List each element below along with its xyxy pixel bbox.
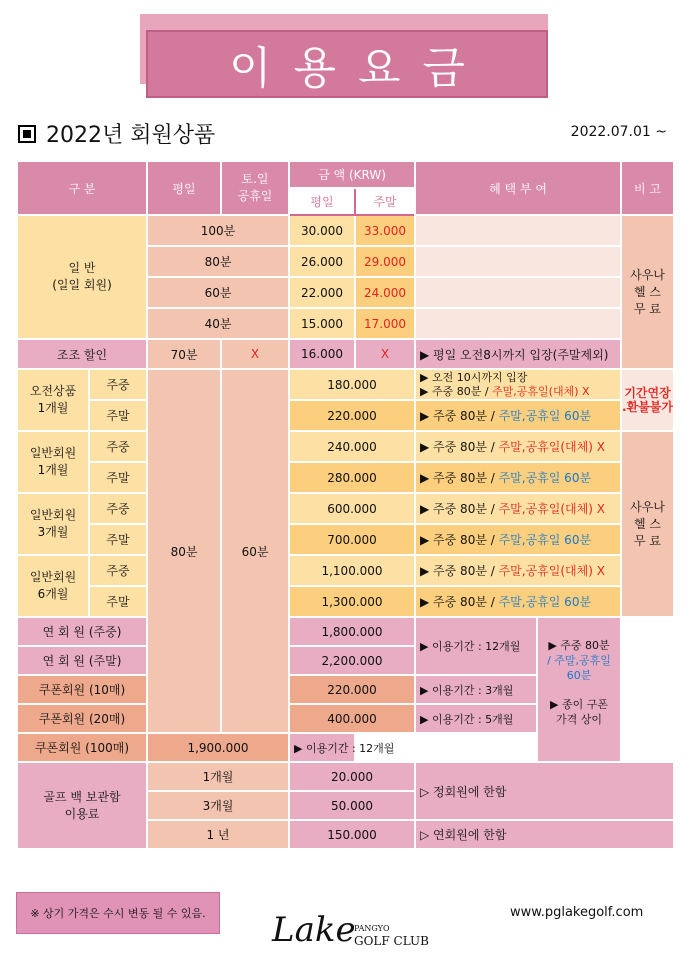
side-line: 60분 bbox=[566, 669, 592, 682]
membership-price: 220.000 bbox=[289, 400, 415, 431]
weekend-tag: 주말 bbox=[89, 524, 147, 555]
benefit-prefix: ▶ 주중 80분 / bbox=[420, 502, 499, 516]
general-benefit bbox=[415, 246, 621, 277]
membership-benefit bbox=[415, 524, 621, 555]
general-time: 60분 bbox=[147, 277, 289, 308]
benefit-line: ▶ 오전 10시까지 입장 bbox=[420, 370, 528, 384]
coupon-period: ▶ 이용기간 : 12개월 bbox=[289, 733, 355, 762]
header-amount-weekday: 평일 bbox=[289, 188, 355, 215]
general-weekday-price: 26.000 bbox=[289, 246, 355, 277]
benefit-prefix: ▶ 주중 80분 / bbox=[420, 471, 499, 485]
membership-label: 오전상품 1개월 bbox=[17, 369, 89, 431]
general-weekday-price: 30.000 bbox=[289, 215, 355, 246]
general-weekday-price: 22.000 bbox=[289, 277, 355, 308]
weekday-tag: 주중 bbox=[89, 555, 147, 586]
logo-golf-club: GOLF CLUB bbox=[354, 934, 429, 948]
annual-label: 연 회 원 (주중) bbox=[17, 617, 147, 646]
benefit-prefix: ▶ 주중 80분 / bbox=[420, 440, 499, 454]
membership-price: 600.000 bbox=[289, 493, 415, 524]
benefit-prefix: ▶ 주중 80분 / bbox=[420, 384, 493, 398]
benefit-prefix: ▶ 주중 80분 / bbox=[420, 595, 499, 609]
benefit-weekend-included: 주말,공휴일 60분 bbox=[498, 595, 592, 609]
general-weekday-price: 15.000 bbox=[289, 308, 355, 339]
benefit-weekend-included: 주말,공휴일 60분 bbox=[498, 409, 592, 423]
membership-note: 사우나 헬 스 무 료 bbox=[621, 431, 674, 617]
side-line: 가격 상이 bbox=[556, 713, 603, 726]
storage-period: 1 년 bbox=[147, 820, 289, 849]
coupon-period: ▶ 이용기간 : 3개월 bbox=[415, 675, 537, 704]
membership-label: 일반회원 1개월 bbox=[17, 431, 89, 493]
membership-weekday-time: 80분 bbox=[147, 369, 221, 733]
general-time: 80분 bbox=[147, 246, 289, 277]
fee-table bbox=[16, 160, 675, 850]
page-title: 이용요금 bbox=[228, 43, 487, 94]
membership-benefit bbox=[415, 555, 621, 586]
membership-price: 180.000 bbox=[289, 369, 415, 400]
early-benefit: ▶ 평일 오전8시까지 입장(주말제외) bbox=[415, 339, 621, 369]
benefit-prefix: ▶ 주중 80분 / bbox=[420, 564, 499, 578]
club-logo bbox=[272, 910, 432, 956]
side-line: / 주말,공휴일 bbox=[547, 654, 611, 667]
price-change-notice: ※ 상기 가격은 수시 변동 될 수 있음. bbox=[16, 892, 220, 934]
weekday-tag: 주중 bbox=[89, 431, 147, 462]
section-title bbox=[18, 118, 215, 149]
side-line: ▶ 주중 80분 bbox=[548, 639, 610, 652]
early-weekend-mark: X bbox=[221, 339, 289, 369]
coupon-label: 쿠폰회원 (100매) bbox=[17, 733, 147, 762]
membership-label: 일반회원 3개월 bbox=[17, 493, 89, 555]
general-weekend-price: 33.000 bbox=[355, 215, 415, 246]
weekday-tag: 주중 bbox=[89, 369, 147, 400]
weekend-tag: 주말 bbox=[89, 400, 147, 431]
header-amount-weekend: 주말 bbox=[355, 188, 415, 215]
banner-box bbox=[146, 30, 548, 98]
membership-benefit bbox=[415, 493, 621, 524]
membership-price: 700.000 bbox=[289, 524, 415, 555]
early-label: 조조 할인 bbox=[17, 339, 147, 369]
membership-benefit bbox=[415, 431, 621, 462]
annual-label: 연 회 원 (주말) bbox=[17, 646, 147, 675]
early-time: 70분 bbox=[147, 339, 221, 369]
benefit-weekend-included: 주말,공휴일 60분 bbox=[498, 471, 592, 485]
weekend-tag: 주말 bbox=[89, 586, 147, 617]
title-banner bbox=[140, 14, 548, 98]
benefit-weekend-excluded: 주말,공휴일(대체) X bbox=[492, 384, 590, 398]
general-weekend-price: 24.000 bbox=[355, 277, 415, 308]
storage-benefit-regular: ▷ 정회원에 한함 bbox=[415, 762, 674, 820]
coupon-price: 400.000 bbox=[289, 704, 415, 733]
effective-date: 2022.07.01 ~ bbox=[570, 124, 667, 140]
coupon-price: 220.000 bbox=[289, 675, 415, 704]
benefit-weekend-excluded: 주말,공휴일(대체) X bbox=[498, 502, 605, 516]
membership-benefit bbox=[415, 369, 621, 400]
storage-price: 50.000 bbox=[289, 791, 415, 820]
storage-price: 150.000 bbox=[289, 820, 415, 849]
side-line: ▶ 종이 구폰 bbox=[550, 698, 608, 711]
square-bullet-icon bbox=[18, 125, 36, 143]
general-benefit bbox=[415, 308, 621, 339]
storage-benefit-annual: ▷ 연회원에 한함 bbox=[415, 820, 674, 849]
general-label: 일 반 (일일 회원) bbox=[17, 215, 147, 339]
logo-wordmark: Lake bbox=[272, 910, 356, 950]
early-price: 16.000 bbox=[289, 339, 355, 369]
benefit-weekend-excluded: 주말,공휴일(대체) X bbox=[498, 564, 605, 578]
website-link[interactable]: www.pglakegolf.com bbox=[510, 905, 644, 920]
storage-period: 1개월 bbox=[147, 762, 289, 791]
general-note: 사우나 헬 스 무 료 bbox=[621, 215, 674, 369]
storage-label: 골프 백 보관함 이용료 bbox=[17, 762, 147, 849]
header-note: 비 고 bbox=[621, 161, 674, 215]
benefit-weekend-included: 주말,공휴일 60분 bbox=[498, 533, 592, 547]
header-weekday: 평일 bbox=[147, 161, 221, 215]
weekend-tag: 주말 bbox=[89, 462, 147, 493]
membership-benefit bbox=[415, 400, 621, 431]
general-time: 40분 bbox=[147, 308, 289, 339]
membership-price: 240.000 bbox=[289, 431, 415, 462]
benefit-prefix: ▶ 주중 80분 / bbox=[420, 409, 499, 423]
logo-pangyo: PANGYO bbox=[354, 924, 390, 933]
header-amount: 금 액 (KRW) bbox=[289, 161, 415, 188]
general-benefit bbox=[415, 215, 621, 246]
benefit-weekend-excluded: 주말,공휴일(대체) X bbox=[498, 440, 605, 454]
coupon-label: 쿠폰회원 (10매) bbox=[17, 675, 147, 704]
membership-benefit bbox=[415, 586, 621, 617]
header-weekend: 토.일 공휴일 bbox=[221, 161, 289, 215]
general-weekend-price: 29.000 bbox=[355, 246, 415, 277]
membership-price: 1,300.000 bbox=[289, 586, 415, 617]
general-benefit bbox=[415, 277, 621, 308]
membership-benefit bbox=[415, 462, 621, 493]
membership-label: 일반회원 6개월 bbox=[17, 555, 89, 617]
general-weekend-price: 17.000 bbox=[355, 308, 415, 339]
header-type: 구 분 bbox=[17, 161, 147, 215]
section-title-text: 2022년 회원상품 bbox=[46, 123, 216, 148]
benefit-line bbox=[420, 385, 620, 399]
membership-weekend-time: 60분 bbox=[221, 369, 289, 733]
header-benefit: 혜 택 부 여 bbox=[415, 161, 621, 215]
general-time: 100분 bbox=[147, 215, 289, 246]
storage-period: 3개월 bbox=[147, 791, 289, 820]
annual-price: 2,200.000 bbox=[289, 646, 415, 675]
morning-note: 기간연장 .환불불가 bbox=[621, 369, 674, 431]
benefit-prefix: ▶ 주중 80분 / bbox=[420, 533, 499, 547]
coupon-price: 1,900.000 bbox=[147, 733, 289, 762]
early-weekend-price: X bbox=[355, 339, 415, 369]
membership-price: 1,100.000 bbox=[289, 555, 415, 586]
coupon-label: 쿠폰회원 (20매) bbox=[17, 704, 147, 733]
membership-price: 280.000 bbox=[289, 462, 415, 493]
weekday-tag: 주중 bbox=[89, 493, 147, 524]
member-benefit-side bbox=[537, 617, 621, 762]
coupon-period: ▶ 이용기간 : 5개월 bbox=[415, 704, 537, 733]
annual-period: ▶ 이용기간 : 12개월 bbox=[415, 617, 537, 675]
annual-price: 1,800.000 bbox=[289, 617, 415, 646]
storage-price: 20.000 bbox=[289, 762, 415, 791]
